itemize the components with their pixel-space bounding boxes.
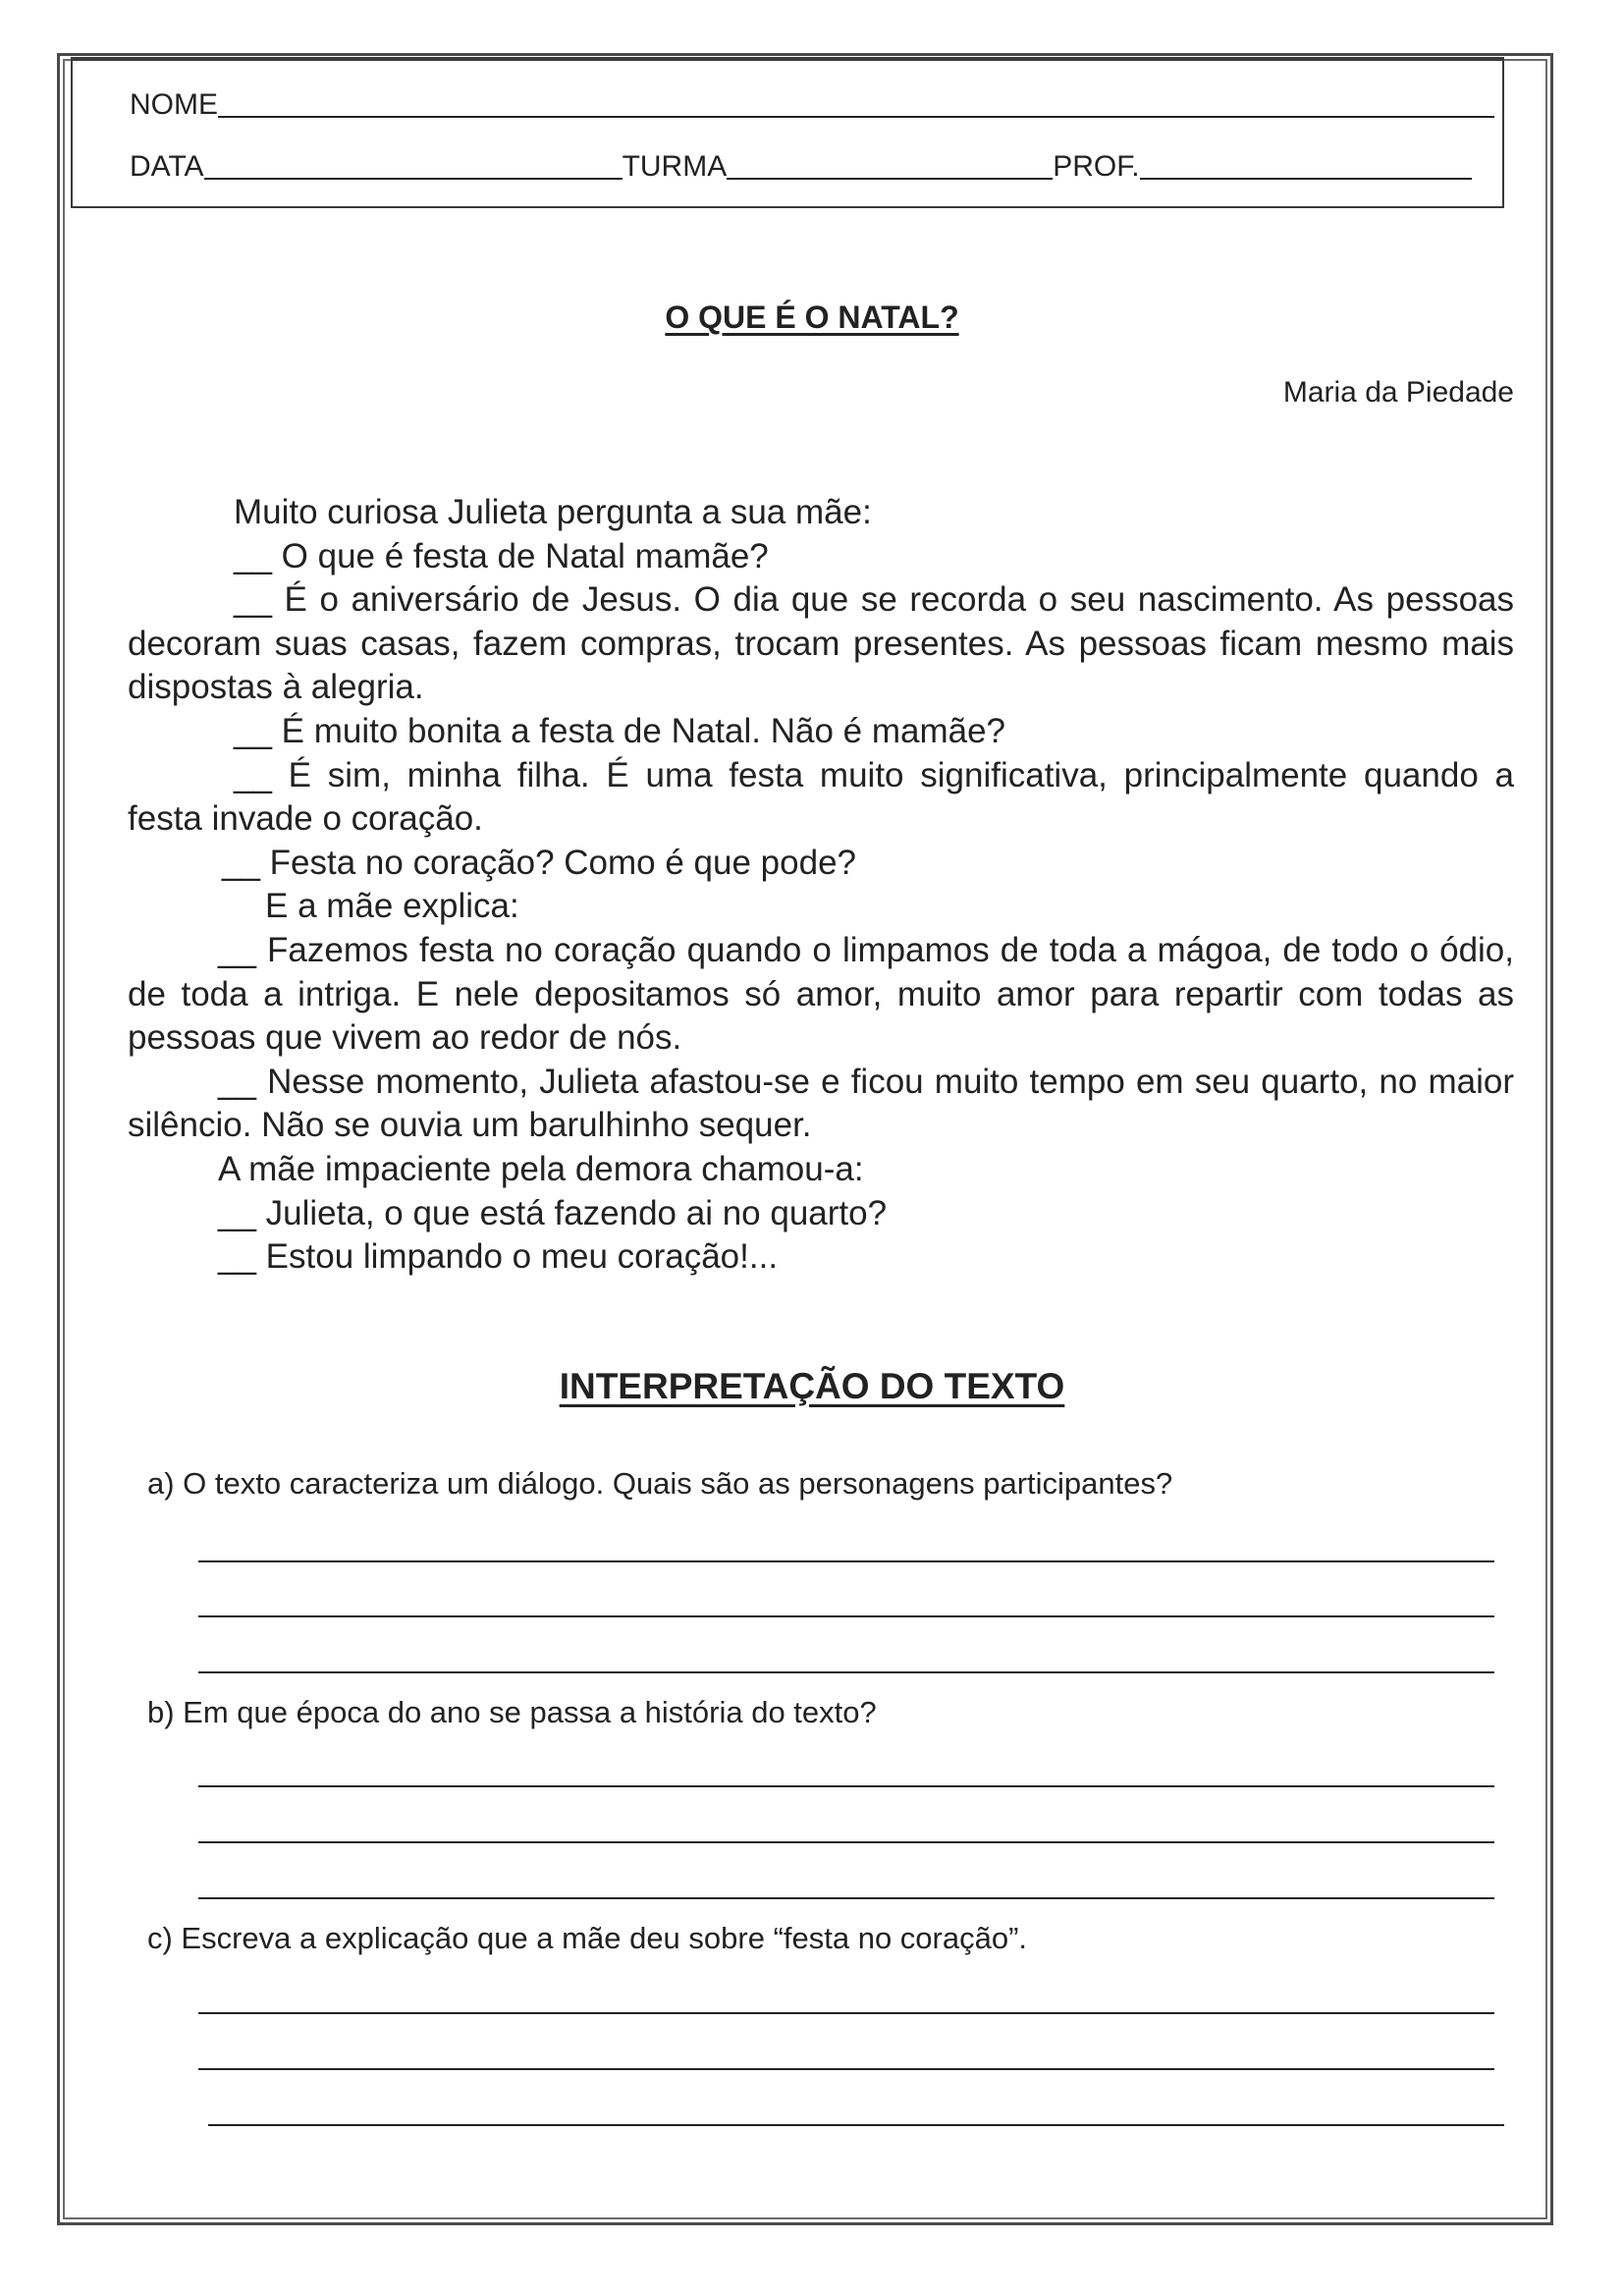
answer-line-c3[interactable] [208, 2124, 1504, 2126]
story-paragraph: __ O que é festa de Natal mamãe? [234, 536, 769, 575]
story-paragraph: __ Estou limpando o meu coração!... [218, 1237, 779, 1277]
name-input-line[interactable] [218, 116, 1494, 118]
story-title: O QUE É O NATAL? [665, 300, 959, 335]
student-info-box [71, 57, 1504, 208]
story-paragraph: E a mãe explica: [265, 887, 519, 926]
story-author: Maria da Piedade [1282, 376, 1514, 409]
answer-line-a2[interactable] [198, 1615, 1494, 1617]
story-paragraph: __ Julieta, o que está fazendo ai no quarto? [218, 1193, 888, 1232]
name-field [130, 90, 1494, 120]
question-a: a) O texto caracteriza um diálogo. Quais são as personagens participantes? [147, 1466, 1173, 1501]
name-label: NOME [130, 88, 218, 121]
class-input-line[interactable] [727, 178, 1053, 180]
interpretation-title: INTERPRETAÇÃO DO TEXTO [559, 1366, 1065, 1406]
date-label: DATA [130, 150, 204, 183]
question-b: b) Em que época do ano se passa a história do texto? [147, 1695, 877, 1729]
story-paragraph: Muito curiosa Julieta pergunta a sua mãe: [234, 493, 872, 531]
story-paragraph: __ É o aniversário de Jesus. O dia que se recorda o seu nascimento. As pessoas decoram suas casas, fazem compras, trocam presentes. As pessoas ficam mesmo mais dispostas à alegria. [128, 580, 1514, 707]
answer-line-c2[interactable] [198, 2068, 1494, 2070]
class-label: TURMA [622, 150, 728, 183]
question-c: c) Escreva a explicação que a mãe deu sobre “festa no coração”. [147, 1921, 1028, 1955]
story-paragraph: __ É sim, minha filha. É uma festa muito significativa, principalmente quando a festa invade o coração. [128, 755, 1514, 839]
teacher-input-line[interactable] [1140, 178, 1472, 180]
answer-line-b3[interactable] [198, 1897, 1494, 1899]
teacher-label: PROF. [1053, 150, 1140, 183]
date-input-line[interactable] [204, 178, 623, 180]
story-paragraph: A mãe impaciente pela demora chamou-a: [218, 1149, 864, 1188]
answer-line-c1[interactable] [198, 2012, 1494, 2014]
answer-line-b1[interactable] [198, 1785, 1494, 1787]
story-text [128, 491, 1514, 1280]
story-paragraph: __ É muito bonita a festa de Natal. Não é mamãe? [234, 711, 1006, 750]
story-paragraph: __ Festa no coração? Como é que pode? [222, 843, 856, 882]
story-paragraph: __ Fazemos festa no coração quando o limpamos de toda a mágoa, de todo o ódio, de toda a intriga. E nele depositamos só amor, muito amor para repartir com todas as pessoas que vivem ao redor de nós. [128, 930, 1514, 1058]
answer-line-b2[interactable] [198, 1841, 1494, 1843]
answer-line-a3[interactable] [198, 1671, 1494, 1673]
story-paragraph: __ Nesse momento, Julieta afastou-se e ficou muito tempo em seu quarto, no maior silêncio. Não se ouvia um barulhinho sequer. [128, 1062, 1514, 1145]
date-class-teacher-row [130, 152, 1472, 182]
answer-line-a1[interactable] [198, 1560, 1494, 1562]
